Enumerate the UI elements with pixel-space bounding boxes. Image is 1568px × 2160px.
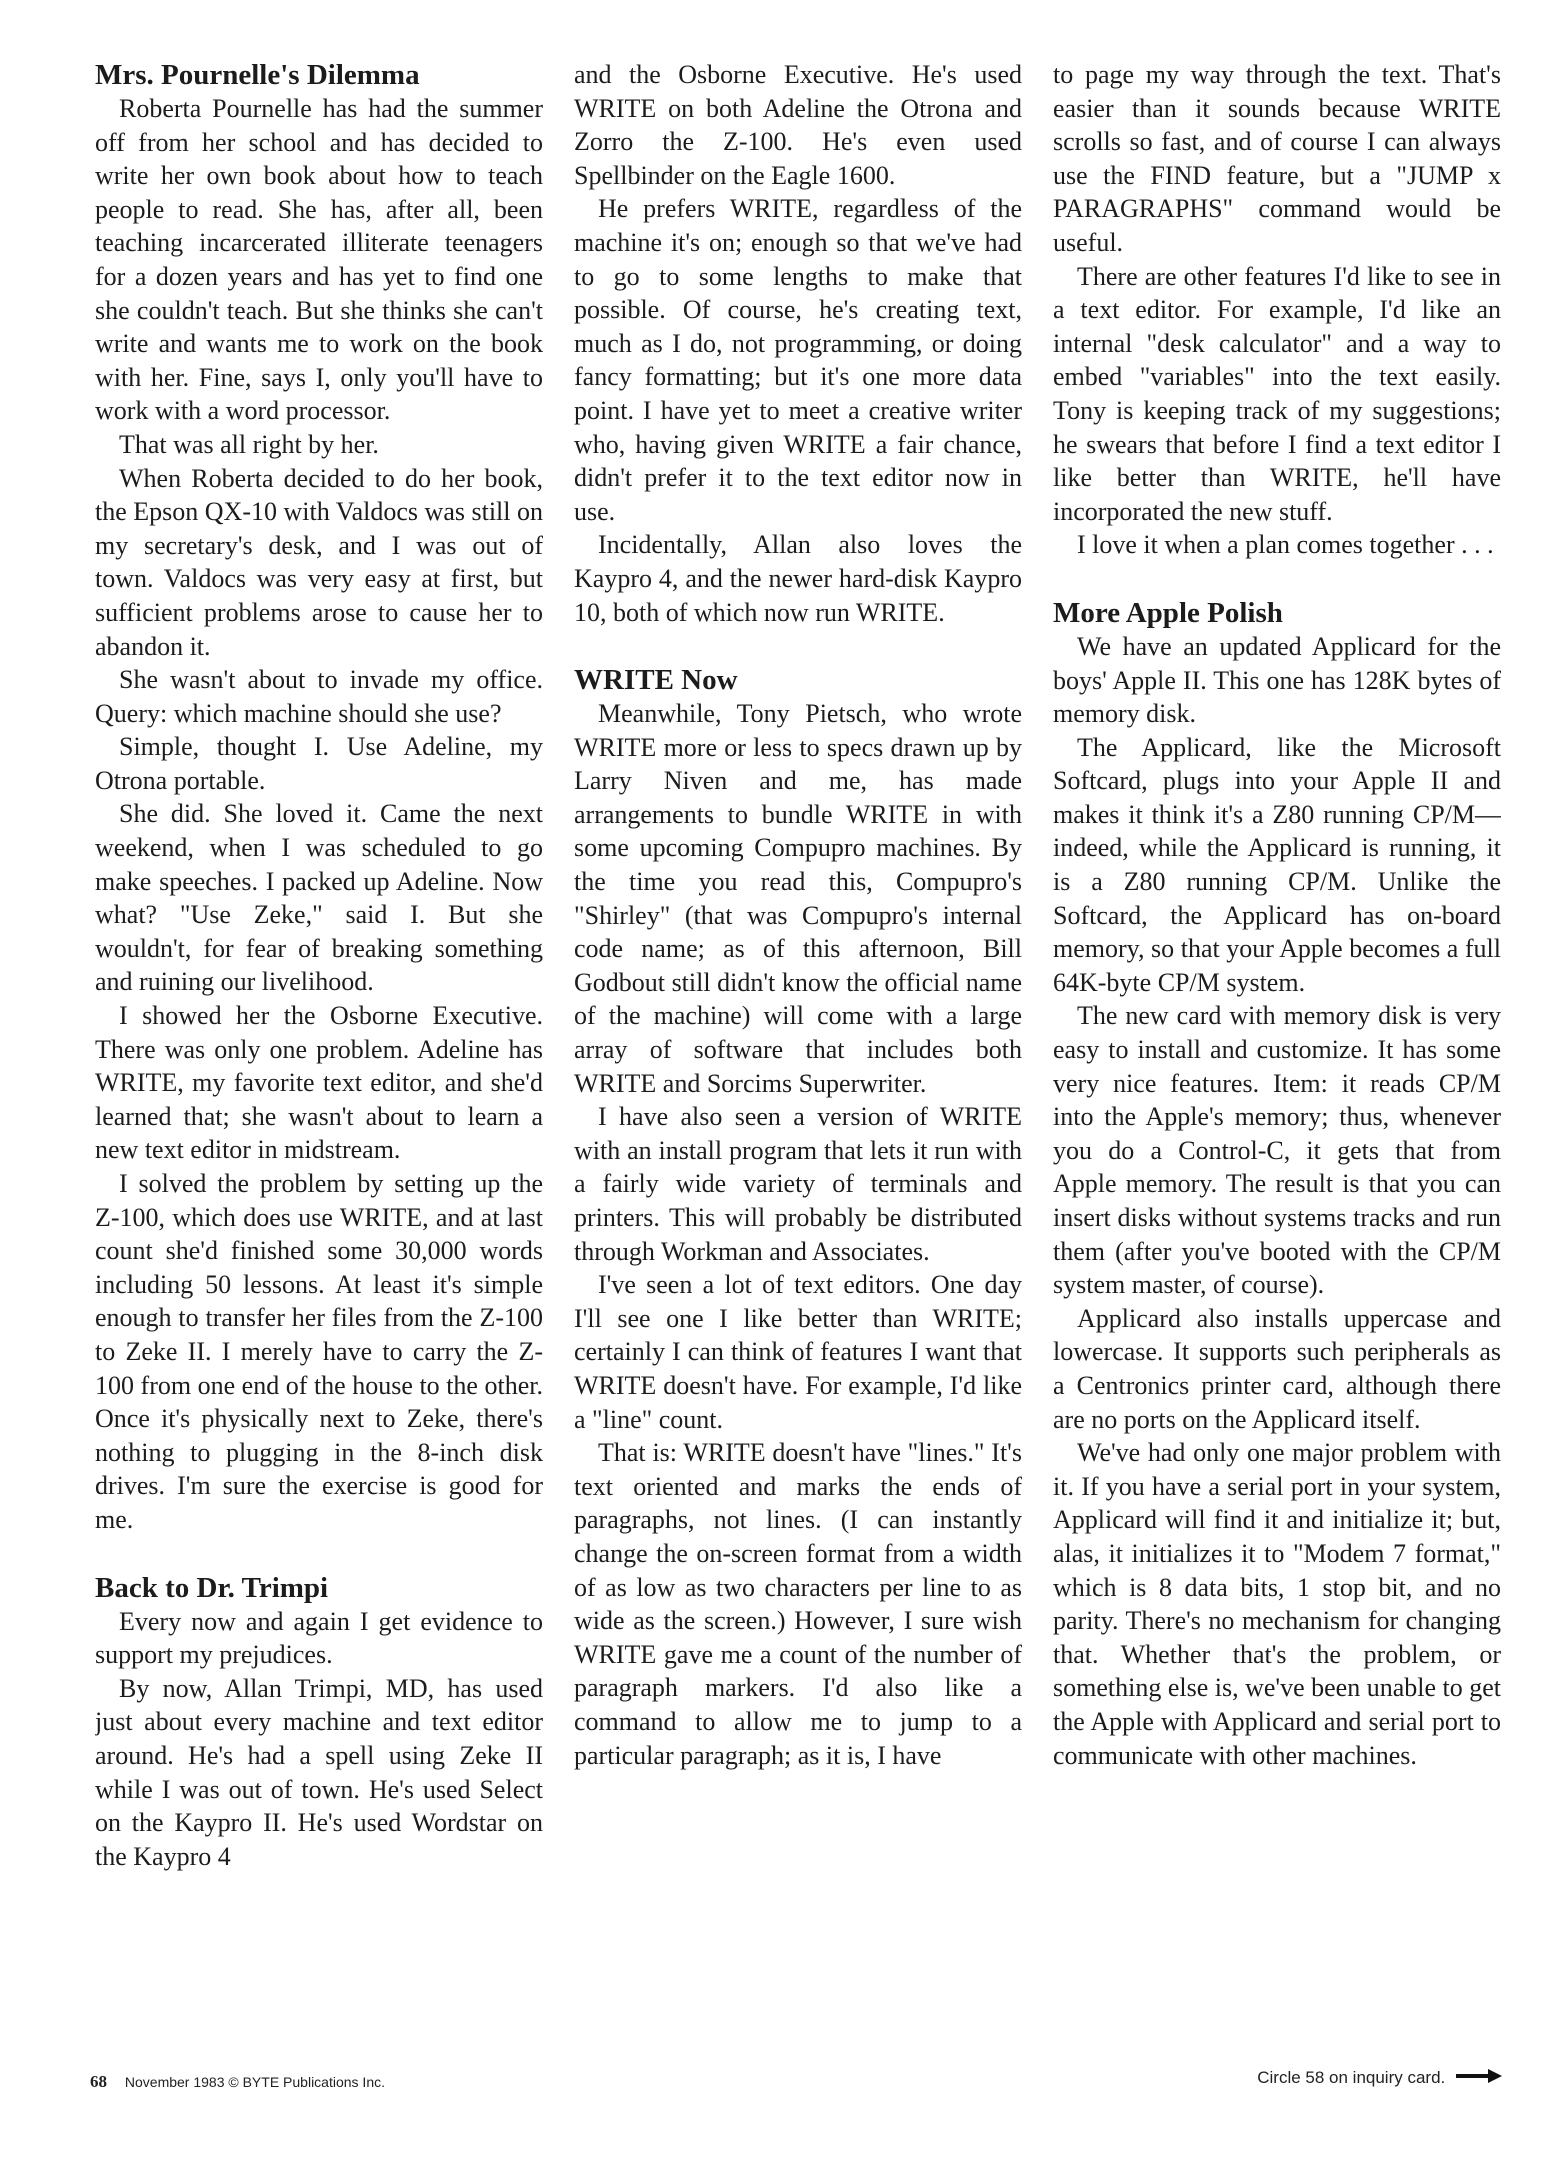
paragraph: He prefers WRITE, regardless of the machine it's on; enough so that we've had to go to some lengths to make that possible. Of course, he's creating text, much as I do, not programming, or doing fancy formatting; but it's one more data point. I have yet to meet a creative writer who, having given WRITE a fair chance, didn't prefer it to the text editor now in use. — [574, 194, 1022, 526]
page-footer — [90, 2072, 385, 2092]
heading-write-now: WRITE Now — [574, 664, 738, 697]
page-number: 68 — [90, 2072, 107, 2091]
paragraph: I love it when a plan comes together . . . — [1077, 530, 1494, 560]
column-1 — [95, 58, 543, 2038]
paragraph: We've had only one major problem with it. If you have a serial port in your system, Applicard will find it and initialize it; but, alas, it initializes it to "Modem 7 format," which is 8 data bits, 1 stop bit, and no parity. There's no mechanism for changing that. Whether that's the problem, or something else is, we've been unable to get the Apple with Applicard and serial port to communicate with other machines. — [1053, 1438, 1501, 1770]
publication-credit: November 1983 © BYTE Publications Inc. — [124, 2074, 385, 2090]
paragraph: I solved the problem by setting up the Z-100, which does use WRITE, and at last count she'd finished some 30,000 words including 50 lessons. At least it's simple enough to transfer her files from the Z-100 to Zeke II. I merely have to carry the Z-100 from one end of the house to the other. Once it's physically next to Zeke, there's nothing to plugging in the 8-inch disk drives. I'm sure the exercise is good for me. — [95, 1169, 543, 1534]
heading-back-to-dr-trimpi: Back to Dr. Trimpi — [95, 1571, 329, 1604]
paragraph: She wasn't about to invade my office. Query: which machine should she use? — [95, 665, 543, 728]
paragraph: and the Osborne Executive. He's used WRITE on both Adeline the Otrona and Zorro the Z-100. He's even used Spellbinder on the Eagle 1600. — [574, 60, 1022, 190]
paragraph: Meanwhile, Tony Pietsch, who wrote WRITE more or less to specs drawn up by Larry Niven and me, has made arrangements to bundle WRITE in with some upcoming Compupro machines. By the time you read this, Compupro's "Shirley" (that was Compupro's internal code name; as of this afternoon, Bill Godbout still didn't know the official name of the machine) will come with a large array of software that includes both WRITE and Sorcims Superwriter. — [574, 699, 1022, 1098]
paragraph: I showed her the Osborne Executive. There was only one problem. Adeline has WRITE, my favorite text editor, and she'd learned that; she wasn't about to learn a new text editor in midstream. — [95, 1001, 543, 1165]
inquiry-text: Circle 58 on inquiry card. — [1257, 2068, 1446, 2087]
paragraph: I've seen a lot of text editors. One day I'll see one I like better than WRITE; certainly I can think of features I want that WRITE doesn't have. For example, I'd like a "line" count. — [574, 1270, 1022, 1434]
paragraph: When Roberta decided to do her book, the Epson QX-10 with Valdocs was still on my secretary's desk, and I was out of town. Valdocs was very easy at first, but sufficient problems arose to cause her to abandon it. — [95, 463, 543, 661]
inquiry-note — [1257, 2068, 1502, 2089]
paragraph: Simple, thought I. Use Adeline, my Otrona portable. — [95, 732, 543, 795]
paragraph: She did. She loved it. Came the next weekend, when I was scheduled to go make speeches. I packed up Adeline. Now what? "Use Zeke," said I. But she wouldn't, for fear of breaking something and ruining our livelihood. — [95, 799, 543, 997]
paragraph: That was all right by her. — [119, 429, 379, 459]
right-arrow-icon — [1456, 2068, 1502, 2089]
paragraph: Incidentally, Allan also loves the Kaypro 4, and the newer hard-disk Kaypro 10, both of which now run WRITE. — [574, 530, 1022, 627]
column-3 — [1053, 58, 1501, 2038]
heading-mrs-pournelles-dilemma: Mrs. Pournelle's Dilemma — [95, 59, 420, 91]
paragraph: That is: WRITE doesn't have "lines." It's text oriented and marks the ends of paragraphs, not lines. (I can instantly change the on-screen format from a width of as low as two characters per line to as wide as the screen.) However, I sure wish WRITE gave me a count of the number of paragraph markers. I'd also like a command to allow me to jump to a particular paragraph; as it is, I have — [574, 1438, 1022, 1770]
paragraph: The Applicard, like the Microsoft Softcard, plugs into your Apple II and makes it think it's a Z80 running CP/M—indeed, while the Applicard is running, it is a Z80 running CP/M. Unlike the Softcard, the Applicard has on-board memory, so that your Apple becomes a full 64K-byte CP/M system. — [1053, 732, 1501, 997]
paragraph: We have an updated Applicard for the boys' Apple II. This one has 128K bytes of memory disk. — [1053, 631, 1501, 729]
heading-more-apple-polish: More Apple Polish — [1053, 596, 1283, 629]
paragraph: By now, Allan Trimpi, MD, has used just about every machine and text editor around. He's had a spell using Zeke II while I was out of town. He's used Select on the Kaypro II. He's used Wordstar on the Kaypro 4 — [95, 1673, 543, 1871]
column-2 — [574, 58, 1022, 2038]
paragraph: Every now and again I get evidence to support my prejudices. — [95, 1606, 543, 1670]
paragraph: Roberta Pournelle has had the summer off from her school and has decided to write her own book about how to teach people to read. She has, after all, been teaching incarcerated illiterate teenagers for a dozen years and has yet to find one she couldn't teach. But she thinks she can't write and wants me to work on the book with her. Fine, says I, only you'll have to work with a word processor. — [95, 94, 543, 426]
paragraph: I have also seen a version of WRITE with an install program that lets it run with a fairly wide variety of terminals and printers. This will probably be distributed through Workman and Associates. — [574, 1102, 1022, 1266]
paragraph: to page my way through the text. That's easier than it sounds because WRITE scrolls so fast, and of course I can always use the FIND feature, but a "JUMP x PARAGRAPHS" command would be useful. — [1053, 60, 1501, 257]
paragraph: The new card with memory disk is very easy to install and customize. It has some very nice features. Item: it reads CP/M into the Apple's memory; thus, whenever you do a Control-C, it gets that from Apple memory. The result is that you can insert disks without systems tracks and run them (after you've booted with the CP/M system master, of course). — [1053, 1001, 1501, 1300]
paragraph: Applicard also installs uppercase and lowercase. It supports such peripherals as a Centronics printer card, although there are no ports on the Applicard itself. — [1053, 1303, 1501, 1434]
paragraph: There are other features I'd like to see in a text editor. For example, I'd like an internal "desk calculator" and a way to embed "variables" into the text easily. Tony is keeping track of my suggestions; he swears that before I find a text editor I like better than WRITE, he'll have incorporated the new stuff. — [1053, 261, 1501, 526]
